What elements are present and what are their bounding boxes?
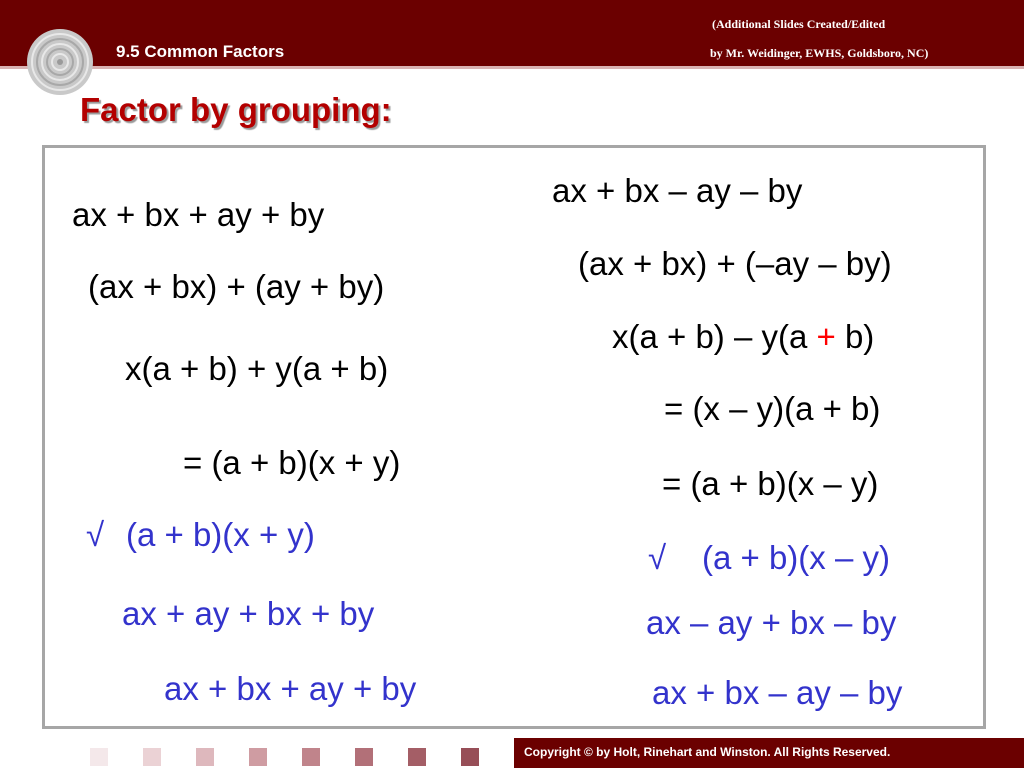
right-result-2: = (a + b)(x – y)	[662, 465, 879, 502]
copyright-text: Copyright © by Holt, Rinehart and Winston. All Rights Reserved.	[524, 745, 891, 759]
footer-square	[408, 748, 426, 766]
highlighted-plus-sign: +	[816, 318, 836, 355]
slide-title: Factor by grouping:	[80, 91, 392, 128]
credit-line-1: (Additional Slides Created/Edited	[712, 17, 886, 31]
left-check-mark: √	[86, 516, 105, 553]
left-check-result: (a + b)(x + y)	[126, 516, 315, 553]
footer-square	[196, 748, 214, 766]
footer-square	[302, 748, 320, 766]
credit-line-2: by Mr. Weidinger, EWHS, Goldsboro, NC)	[710, 46, 929, 60]
right-result-1: = (x – y)(a + b)	[664, 390, 881, 427]
left-factored-groups: x(a + b) + y(a + b)	[125, 350, 389, 387]
lesson-title: 9.5 Common Factors	[116, 42, 285, 61]
right-rearranged-1: ax – ay + bx – by	[646, 604, 897, 641]
footer-square	[143, 748, 161, 766]
right-factored-after: b)	[835, 318, 875, 355]
right-expression: ax + bx – ay – by	[552, 172, 803, 209]
footer-square	[90, 748, 108, 766]
right-rearranged-2: ax + bx – ay – by	[652, 674, 903, 711]
left-result: = (a + b)(x + y)	[183, 444, 401, 481]
left-rearranged-1: ax + ay + bx + by	[122, 595, 375, 632]
footer-square	[249, 748, 267, 766]
right-check-result: (a + b)(x – y)	[702, 539, 890, 576]
right-factored-before: x(a + b) – y(a	[612, 318, 817, 355]
header-divider	[0, 66, 1024, 69]
spiral-disc-logo	[26, 28, 94, 96]
right-factored-groups	[612, 320, 874, 353]
right-grouped: (ax + bx) + (–ay – by)	[578, 245, 892, 282]
footer-gradient-squares	[0, 748, 520, 768]
left-grouped: (ax + bx) + (ay + by)	[88, 268, 385, 305]
left-rearranged-2: ax + bx + ay + by	[164, 670, 417, 707]
left-expression: ax + bx + ay + by	[72, 196, 325, 233]
footer-square	[355, 748, 373, 766]
footer-square	[461, 748, 479, 766]
right-check-mark: √	[648, 539, 667, 576]
